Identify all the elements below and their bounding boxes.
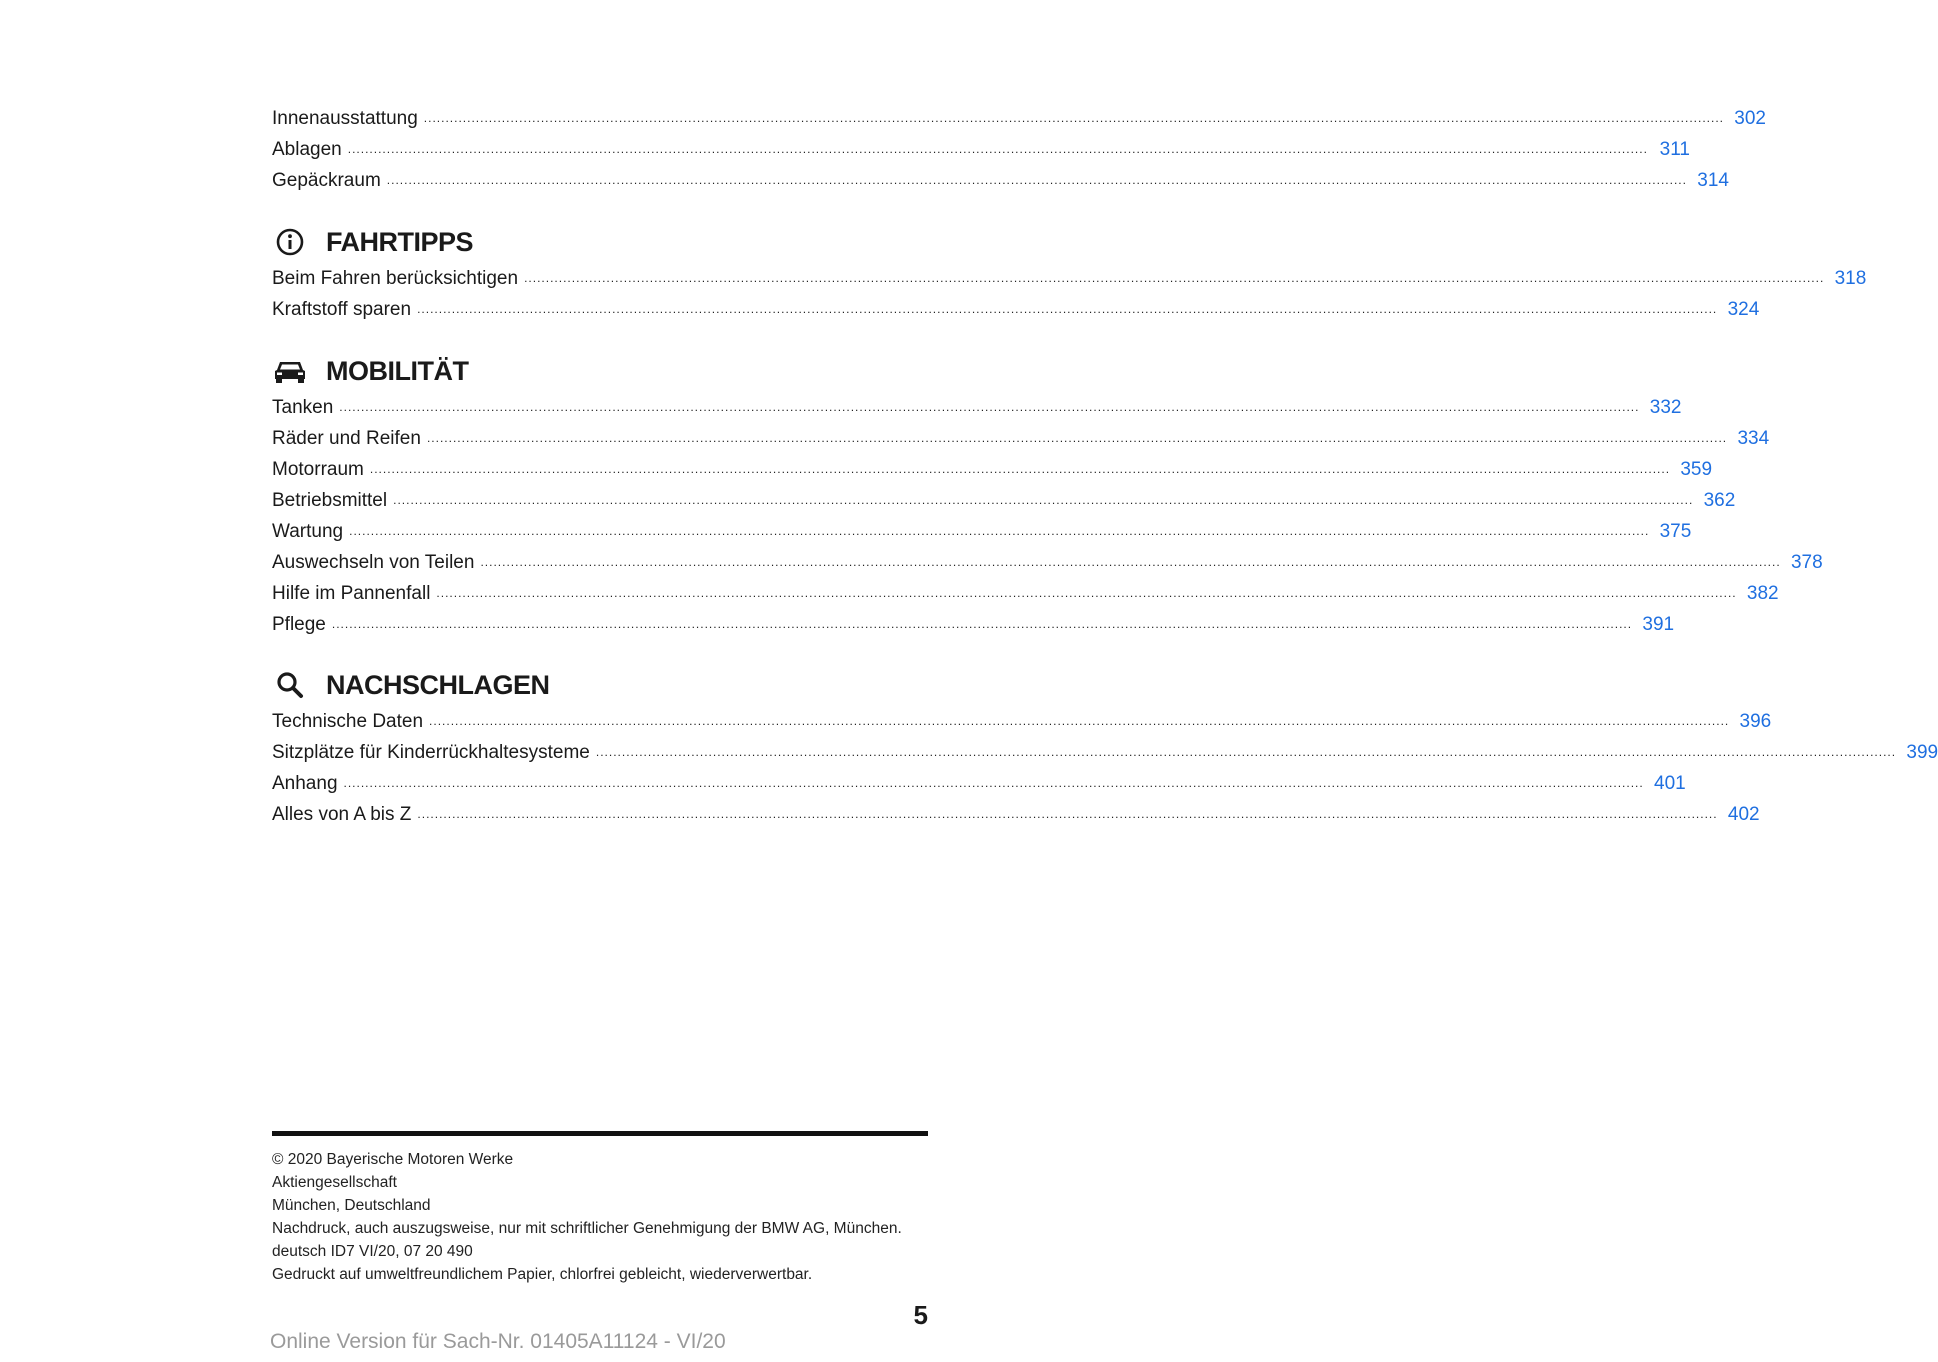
toc-entry-page[interactable]: 318 <box>1834 268 1867 289</box>
toc-entry-title: Betriebsmittel <box>272 490 388 511</box>
toc-entry-page[interactable]: 396 <box>1739 711 1772 732</box>
toc-entry-title: Ablagen <box>272 139 342 160</box>
toc-entry-page[interactable]: 378 <box>1790 552 1823 573</box>
toc-entry-title: Wartung <box>272 521 344 542</box>
toc-leader-dots: ............................................................................................................................................................................................................................................................................................................ <box>417 807 1718 821</box>
toc-entry[interactable] <box>272 263 1867 291</box>
toc-entry[interactable] <box>272 392 1682 420</box>
toc-entry-title: Anhang <box>272 773 338 794</box>
toc-entry-title: Auswechseln von Teilen <box>272 552 475 573</box>
toc-entry[interactable] <box>272 799 1760 827</box>
footer-divider <box>272 1131 928 1136</box>
toc-entry-page[interactable]: 399 <box>1906 742 1938 763</box>
toc-entry[interactable] <box>272 134 1690 162</box>
toc-leader-dots: ............................................................................................................................................................................................................................................................................................................ <box>331 617 1633 631</box>
toc-entry-title: Sitzplätze für Kinderrückhaltesysteme <box>272 742 590 763</box>
toc-entry-title: Motorraum <box>272 459 364 480</box>
imprint-line: Gedruckt auf umweltfreundlichem Papier, chlorfrei gebleicht, wiederverwertbar. <box>272 1266 813 1283</box>
toc-entry-title: Gepäckraum <box>272 170 381 191</box>
imprint-line: Aktiengesellschaft <box>272 1174 397 1191</box>
toc-entry-title: Innenausstattung <box>272 108 418 129</box>
toc-entry-title: Beim Fahren berücksichtigen <box>272 268 519 289</box>
toc-entry[interactable] <box>272 165 1729 193</box>
section-heading-label: MOBILITÄT <box>326 355 469 386</box>
toc-entry-page[interactable]: 375 <box>1659 521 1692 542</box>
toc-leader-dots: ............................................................................................................................................................................................................................................................................................................ <box>436 586 1737 600</box>
car-icon <box>272 353 308 389</box>
toc-entry-page[interactable]: 334 <box>1737 428 1770 449</box>
imprint-line: Nachdruck, auch auszugsweise, nur mit schriftlicher Genehmigung der BMW AG, München. <box>272 1220 902 1237</box>
toc-entry-page[interactable]: 311 <box>1659 139 1690 160</box>
toc-entry[interactable] <box>272 706 1772 734</box>
toc-leader-dots: ............................................................................................................................................................................................................................................................................................................ <box>349 524 1650 538</box>
toc-entry-page[interactable]: 314 <box>1697 170 1729 191</box>
toc-entry-page[interactable]: 382 <box>1746 583 1779 604</box>
toc-entry[interactable] <box>272 609 1675 637</box>
page-number: 5 <box>913 1300 928 1330</box>
imprint-line: deutsch ID7 VI/20, 07 20 490 <box>272 1243 473 1260</box>
toc-leader-dots: ............................................................................................................................................................................................................................................................................................................ <box>347 142 1648 156</box>
toc-entry[interactable] <box>272 547 1823 575</box>
watermark: Online Version für Sach-Nr. 01405A11124 - VI/20 <box>270 1330 726 1353</box>
toc-entry[interactable] <box>272 578 1779 606</box>
section-heading-mobilitaet <box>272 351 468 391</box>
toc-entry-title: Tanken <box>272 397 334 418</box>
toc-leader-dots: ............................................................................................................................................................................................................................................................................................................ <box>417 302 1718 316</box>
toc-entry-title: Kraftstoff sparen <box>272 299 412 320</box>
toc-leader-dots: ............................................................................................................................................................................................................................................................................................................ <box>343 776 1644 790</box>
toc-leader-dots: ............................................................................................................................................................................................................................................................................................................ <box>339 400 1640 414</box>
toc-entry[interactable] <box>272 103 1766 131</box>
toc-entry-title: Pflege <box>272 614 326 635</box>
toc-leader-dots: ............................................................................................................................................................................................................................................................................................................ <box>423 111 1724 125</box>
toc-entry-title: Technische Daten <box>272 711 424 732</box>
toc-leader-dots: ............................................................................................................................................................................................................................................................................................................ <box>480 555 1781 569</box>
toc-entry-page[interactable]: 362 <box>1703 490 1736 511</box>
toc-entry[interactable] <box>272 485 1736 513</box>
section-heading-label: NACHSCHLAGEN <box>326 669 550 700</box>
section-heading-fahrtipps <box>272 222 473 262</box>
toc-entry-page[interactable]: 401 <box>1654 773 1686 794</box>
toc-entry[interactable] <box>272 454 1713 482</box>
toc-entry-page[interactable]: 302 <box>1734 108 1766 129</box>
toc-entry[interactable] <box>272 737 1938 765</box>
imprint-line: München, Deutschland <box>272 1197 431 1214</box>
toc-leader-dots: ............................................................................................................................................................................................................................................................................................................ <box>595 745 1897 759</box>
toc-entry-page[interactable]: 332 <box>1649 397 1682 418</box>
toc-entry[interactable] <box>272 423 1770 451</box>
imprint-line: © 2020 Bayerische Motoren Werke <box>272 1151 514 1168</box>
section-heading-label: FAHRTIPPS <box>326 226 474 257</box>
info-icon <box>272 224 308 260</box>
search-icon <box>272 667 308 703</box>
toc-leader-dots: ............................................................................................................................................................................................................................................................................................................ <box>426 431 1728 445</box>
toc-entry-title: Hilfe im Pannenfall <box>272 583 431 604</box>
toc-entry-page[interactable]: 324 <box>1727 299 1760 320</box>
toc-leader-dots: ............................................................................................................................................................................................................................................................................................................ <box>386 173 1687 187</box>
toc-entry[interactable] <box>272 768 1686 796</box>
toc-leader-dots: ............................................................................................................................................................................................................................................................................................................ <box>429 714 1730 728</box>
toc-entry[interactable] <box>272 516 1692 544</box>
toc-entry-page[interactable]: 391 <box>1642 614 1675 635</box>
toc-leader-dots: ............................................................................................................................................................................................................................................................................................................ <box>393 493 1694 507</box>
imprint <box>272 1148 932 1286</box>
toc-entry-page[interactable]: 359 <box>1680 459 1713 480</box>
toc-entry-page[interactable]: 402 <box>1727 804 1760 825</box>
toc-leader-dots: ............................................................................................................................................................................................................................................................................................................ <box>369 462 1671 476</box>
section-heading-nachschlagen <box>272 665 550 705</box>
toc-entry-title: Räder und Reifen <box>272 428 421 449</box>
toc-leader-dots: ............................................................................................................................................................................................................................................................................................................ <box>524 271 1825 285</box>
toc-entry-title: Alles von A bis Z <box>272 804 412 825</box>
toc-entry[interactable] <box>272 294 1760 322</box>
